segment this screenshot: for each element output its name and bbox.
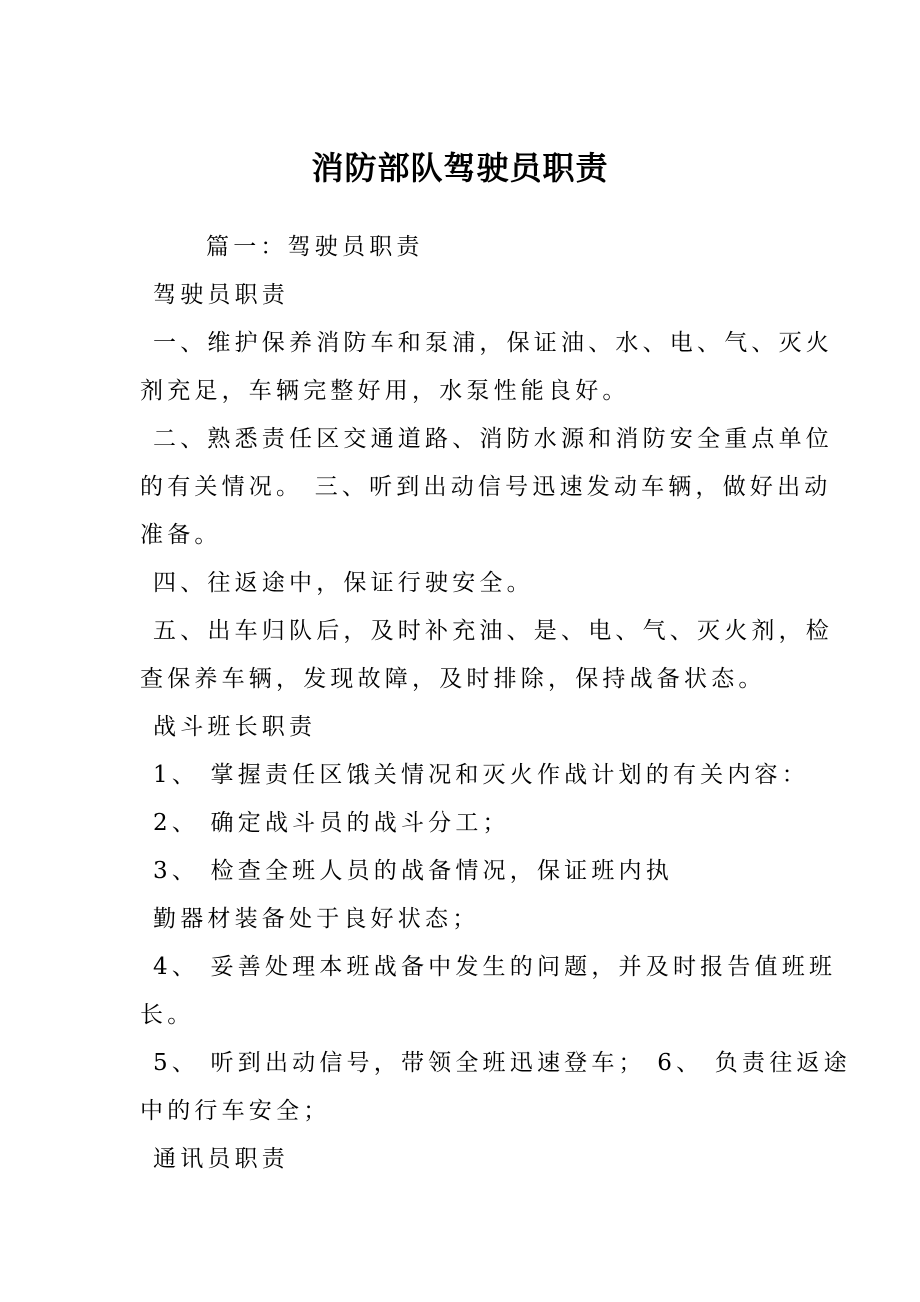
section-heading: 驾驶员职责 bbox=[153, 282, 289, 308]
list-item: 5、 听到出动信号，带领全班迅速登车； 6、 负责往返途 bbox=[153, 1050, 851, 1076]
section-heading: 通讯员职责 bbox=[153, 1146, 289, 1172]
list-item: 4、 妥善处理本班战备中发生的问题，并及时报告值班班 bbox=[153, 954, 837, 980]
paragraph-line: 勤器材装备处于良好状态； bbox=[153, 906, 480, 932]
section-heading: 战斗班长职责 bbox=[153, 714, 317, 740]
paragraph-line: 中的行车安全； bbox=[140, 1098, 331, 1124]
chapter-heading: 篇一：驾驶员职责 bbox=[206, 234, 424, 260]
paragraph-line: 四、往返途中，保证行驶安全。 bbox=[153, 570, 534, 596]
list-item: 2、 确定战斗员的战斗分工； bbox=[153, 810, 510, 836]
paragraph-line: 一、维护保养消防车和泵浦，保证油、水、电、气、灭火 bbox=[153, 330, 833, 356]
document-title: 消防部队驾驶员职责 bbox=[311, 149, 609, 187]
paragraph-line: 准备。 bbox=[140, 522, 222, 548]
paragraph-line: 五、出车归队后，及时补充油、是、电、气、灭火剂，检 bbox=[153, 618, 833, 644]
paragraph-line: 剂充足，车辆完整好用，水泵性能良好。 bbox=[140, 378, 630, 404]
paragraph-line: 查保养车辆，发现故障，及时排除，保持战备状态。 bbox=[140, 666, 766, 692]
paragraph-line: 的有关情况。 三、听到出动信号迅速发动车辆，做好出动 bbox=[140, 474, 832, 500]
document-body bbox=[140, 223, 851, 1183]
paragraph-line: 长。 bbox=[140, 1002, 195, 1028]
list-item: 1、 掌握责任区饿关情况和灭火作战计划的有关内容： bbox=[153, 762, 809, 788]
paragraph-line: 二、熟悉责任区交通道路、消防水源和消防安全重点单位 bbox=[153, 426, 833, 452]
list-item: 3、 检查全班人员的战备情况，保证班内执 bbox=[153, 858, 673, 884]
